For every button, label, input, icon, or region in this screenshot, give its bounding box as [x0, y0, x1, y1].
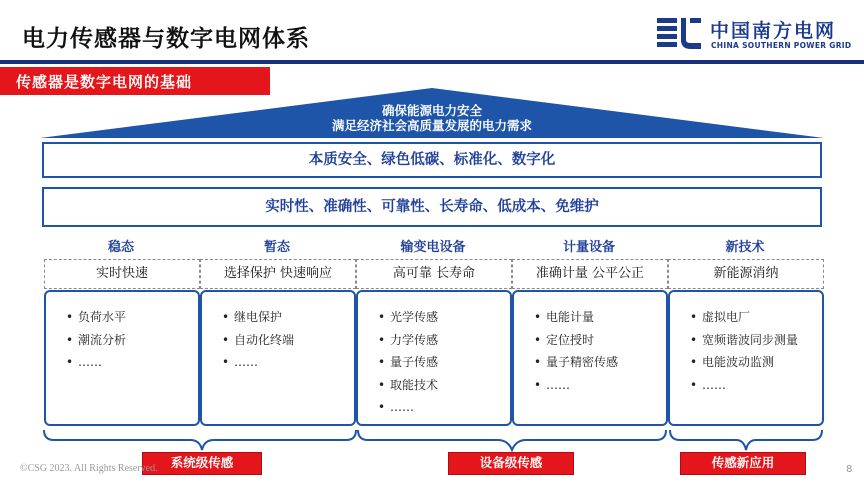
brace-system-level — [44, 430, 356, 450]
page-title: 电力传感器与数字电网体系 — [22, 26, 310, 52]
roof-line-2: 满足经济社会高质量发展的电力需求 — [331, 118, 532, 133]
subtitle-steady-state: 实时快速 — [44, 259, 200, 289]
category-new-technology: 新技术 — [725, 240, 765, 255]
subtitle-transient: 选择保护 快速响应 — [200, 259, 356, 289]
requirements-band: 实时性、准确性、可靠性、长寿命、低成本、免维护 — [42, 187, 822, 227]
subtitle-new-technology: 新能源消纳 — [668, 259, 824, 289]
category-transient: 暂态 — [263, 240, 290, 255]
category-metering-equipment: 计量设备 — [562, 240, 615, 255]
principles-band: 本质安全、绿色低碳、标准化、数字化 — [42, 142, 822, 178]
category-steady-state: 稳态 — [107, 240, 134, 255]
list-item: • …… — [690, 374, 822, 397]
label-system-level-sensing: 系统级传感 — [142, 452, 262, 475]
list-item: • 潮流分析 — [66, 329, 198, 352]
category-transmission-equipment: 输变电设备 — [400, 240, 466, 255]
label-device-level-sensing: 设备级传感 — [448, 452, 574, 475]
brace-device-level — [358, 430, 666, 450]
copyright: ©CSG 2023. All Rights Reserved. — [20, 463, 158, 474]
list-item: • 自动化终端 — [222, 329, 354, 352]
brace-new-application — [670, 430, 822, 450]
label-new-sensing-applications: 传感新应用 — [680, 452, 806, 475]
page-number: 8 — [846, 464, 853, 475]
list-item: • 取能技术 — [378, 374, 510, 397]
section-banner-text: 传感器是数字电网的基础 — [16, 73, 193, 91]
list-item: • 量子精密传感 — [534, 351, 666, 374]
list-item: • 定位授时 — [534, 329, 666, 352]
subtitle-transmission-equipment: 高可靠 长寿命 — [356, 259, 512, 289]
list-item: • 虚拟电厂 — [690, 306, 822, 329]
subtitle-metering-equipment: 准确计量 公平公正 — [512, 259, 668, 289]
list-item: • …… — [222, 351, 354, 374]
list-item: • 继电保护 — [222, 306, 354, 329]
list-item: • 负荷水平 — [66, 306, 198, 329]
list-item: • …… — [66, 351, 198, 374]
list-item: • 电能波动监测 — [690, 351, 822, 374]
list-item: • 力学传感 — [378, 329, 510, 352]
list-item: • …… — [378, 396, 510, 419]
list-item: • 电能计量 — [534, 306, 666, 329]
logo-text-cn: 中国南方电网 — [710, 20, 837, 42]
list-item: • …… — [534, 374, 666, 397]
logo-text-en: CHINA SOUTHERN POWER GRID — [711, 41, 852, 50]
list-item: • 量子传感 — [378, 351, 510, 374]
list-item: • 光学传感 — [378, 306, 510, 329]
roof-line-1: 确保能源电力安全 — [381, 103, 482, 118]
list-item: • 宽频谐波同步测量 — [690, 329, 822, 352]
